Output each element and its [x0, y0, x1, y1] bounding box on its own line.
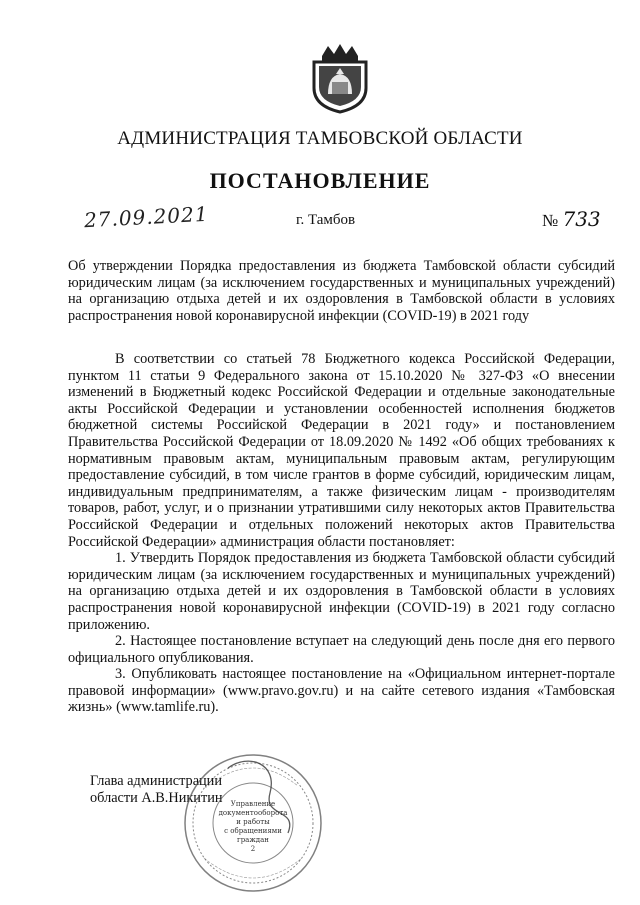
document-number [542, 207, 601, 231]
stamp-line: граждан [237, 836, 269, 844]
organization-name: АДМИНИСТРАЦИЯ ТАМБОВСКОЙ ОБЛАСТИ [117, 128, 523, 149]
document-body [68, 351, 615, 716]
document-type: ПОСТАНОВЛЕНИЕ [209, 168, 431, 193]
signature-line-2: области А.В.Никитин [90, 789, 223, 806]
document-city: г. Тамбов [296, 212, 356, 228]
preamble-paragraph: В соответствии со статьей 78 Бюджетного кодекса Российской Федерации, пунктом 11 статьи 9 Федерального закона от 15.10.2020 № 327-ФЗ «О внесении изменений в Бюджетный кодекс Российской Федерации и отдельные законодательные акты Российской Федерации и установлении особенностей исполнения бюджетов бюджетной системы Российской Федерации в 2021 году» и постановлением Правительства Российской Федерации от 18.09.2020 № 1492 «Об общих требованиях к нормативным правовым актам, муниципальным правовым актам, регулирующим предоставление субсидий, в том числе грантов в форме субсидий, юридическим лицам, индивидуальным предпринимателям, а также физическим лицам - производителям товаров, работ, услуг, и о признании утратившими силу некоторых актов Правительства Российской Федерации и отдельных положений некоторых актов Правительства Российской Федерации» администрация области постановляет: [68, 351, 615, 550]
stamp-line: Управление [230, 800, 276, 808]
number-value: 733 [562, 207, 601, 231]
stamp-line: 2 [250, 845, 256, 853]
signature-line-1: Глава администрации [90, 773, 222, 789]
item-2-paragraph: 2. Настоящее постановление вступает на следующий день после дня его первого официального опубликования. [68, 633, 615, 666]
document-date: 27.09.2021 [83, 201, 210, 233]
tambov-coat-of-arms-icon [306, 42, 374, 114]
number-sign: № [542, 211, 559, 230]
stamp-line: документооборота [218, 809, 288, 817]
official-stamp [178, 748, 328, 898]
item-3-paragraph: 3. Опубликовать настоящее постановление на «Официальном интернет-портале правовой информации» (www.pravo.gov.ru) и на сайте сетевого издания «Тамбовская жизнь» (www.tamlife.ru). [68, 666, 615, 716]
document-title: Об утверждении Порядка предоставления из бюджета Тамбовской области субсидий юридическим лицам (за исключением государственных и муниципальных учреждений) на организацию отдыха детей и их оздоровления в Тамбовской области в условиях распространения новой коронавирусной инфекции (COVID-19) в 2021 году [68, 258, 615, 324]
stamp-line: и работы [236, 818, 270, 826]
stamp-line: с обращениями [224, 827, 282, 835]
item-1-paragraph: 1. Утвердить Порядок предоставления из бюджета Тамбовской области субсидий юридическим лицам (за исключением государственных и муниципальных учреждений) на организацию отдыха детей и их оздоровления в Тамбовской области в условиях распространения новой коронавирусной инфекции (COVID-19) в 2021 году согласно приложению. [68, 550, 615, 633]
